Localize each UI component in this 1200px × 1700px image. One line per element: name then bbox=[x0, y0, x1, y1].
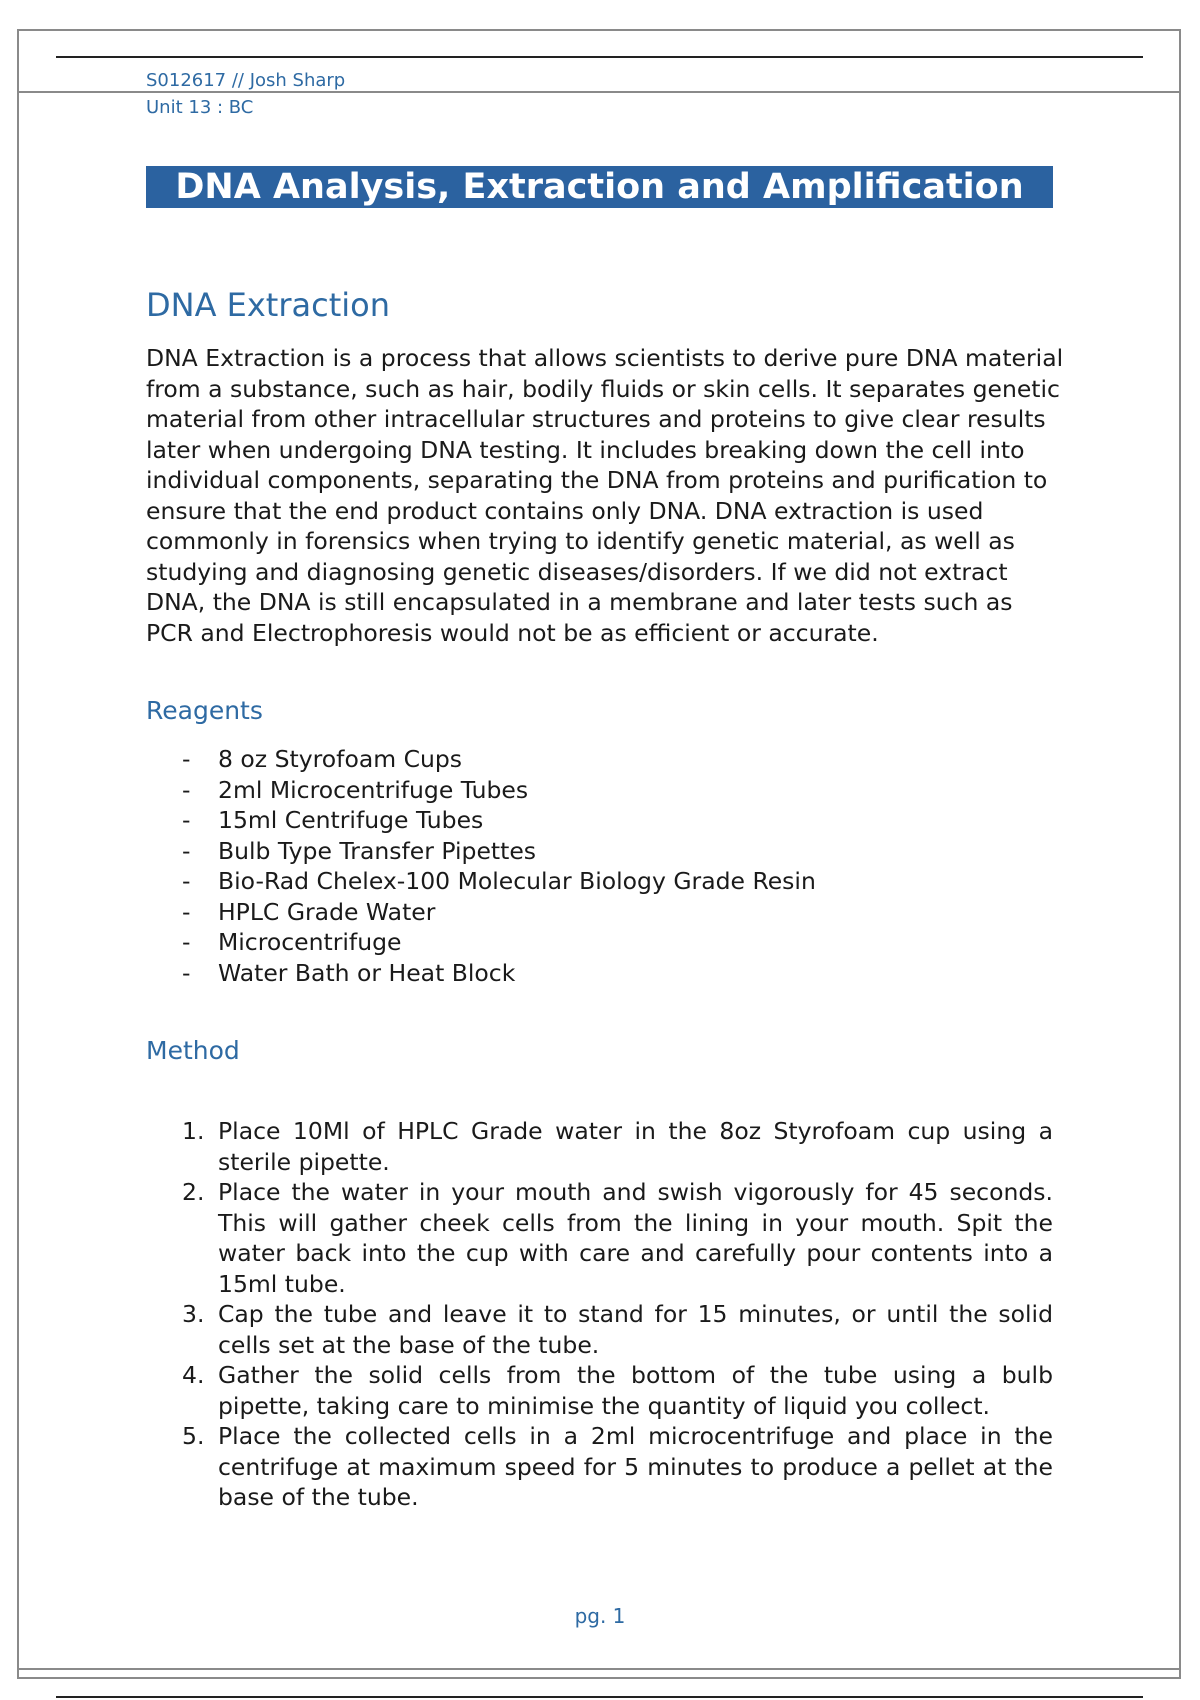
document-title: DNA Analysis, Extraction and Amplification bbox=[146, 166, 1053, 208]
bullet-dash: - bbox=[182, 958, 191, 987]
reagent-text: Water Bath or Heat Block bbox=[218, 958, 516, 987]
method-step bbox=[146, 1299, 1053, 1360]
bullet-dash: - bbox=[182, 806, 191, 834]
step-number: 3. bbox=[182, 1300, 205, 1328]
step-number: 1. bbox=[182, 1117, 205, 1145]
method-step bbox=[146, 1116, 1053, 1177]
step-text: Gather the solid cells from the bottom of the tube using a bulb pipette, taking care to minimise the quantity of liquid you collect. bbox=[218, 1361, 1053, 1420]
bullet-dash: - bbox=[182, 775, 191, 804]
page-number: pg. 1 bbox=[574, 1604, 626, 1628]
bullet-dash: - bbox=[182, 867, 191, 895]
list-item bbox=[146, 927, 946, 958]
method-list bbox=[146, 1116, 1053, 1513]
reagent-text: Bulb Type Transfer Pipettes bbox=[218, 836, 537, 865]
list-item bbox=[146, 897, 946, 928]
step-number: 2. bbox=[182, 1178, 205, 1206]
step-number: 4. bbox=[182, 1361, 205, 1389]
reagents-list bbox=[146, 744, 946, 988]
reagent-text: Bio-Rad Chelex-100 Molecular Biology Grade Resin bbox=[218, 867, 816, 895]
reagent-text: HPLC Grade Water bbox=[218, 897, 436, 926]
step-text: Place the collected cells in a 2ml microcentrifuge and place in the centrifuge at maximum speed for 5 minutes to produce a pellet at the base of the tube. bbox=[218, 1422, 1053, 1511]
list-item bbox=[146, 836, 946, 867]
reagent-text: 15ml Centrifuge Tubes bbox=[218, 806, 484, 834]
footer-rule-top bbox=[17, 1668, 1181, 1670]
list-item bbox=[146, 866, 946, 897]
method-step bbox=[146, 1177, 1053, 1299]
step-text: Cap the tube and leave it to stand for 15 minutes, or until the solid cells set at the base of the tube. bbox=[218, 1300, 1053, 1359]
bullet-dash: - bbox=[182, 745, 191, 773]
reagents-heading: Reagents bbox=[146, 696, 263, 725]
header-rule-bottom bbox=[17, 91, 1181, 93]
list-item bbox=[146, 958, 946, 989]
step-text: Place 10Ml of HPLC Grade water in the 8oz Styrofoam cup using a sterile pipette. bbox=[218, 1117, 1053, 1176]
list-item bbox=[146, 805, 946, 836]
bullet-dash: - bbox=[182, 928, 191, 956]
reagent-text: 8 oz Styrofoam Cups bbox=[218, 745, 463, 773]
list-item bbox=[146, 775, 946, 806]
intro-paragraph: DNA Extraction is a process that allows scientists to derive pure DNA material from a substance, such as hair, bodily fluids or skin cells. It separates genetic material from other intracellular structures and proteins to give clear results later when undergoing DNA testing. It includes breaking down the cell into individual components, separating the DNA from proteins and purification to ensure that the end product contains only DNA. DNA extraction is used commonly in forensics when trying to identify genetic material, as well as studying and diagnosing genetic diseases/disorders. If we did not extract DNA, the DNA is still encapsulated in a membrane and later tests such as PCR and Electrophoresis would not be as efficient or accurate. bbox=[146, 344, 1064, 647]
header-author: S012617 // Josh Sharp bbox=[146, 70, 346, 91]
section-heading: DNA Extraction bbox=[146, 286, 390, 324]
method-heading: Method bbox=[146, 1036, 240, 1065]
list-item bbox=[146, 744, 946, 775]
bullet-dash: - bbox=[182, 897, 191, 926]
method-step bbox=[146, 1360, 1053, 1421]
step-number: 5. bbox=[182, 1422, 205, 1450]
method-step bbox=[146, 1421, 1053, 1513]
bullet-dash: - bbox=[182, 836, 191, 865]
step-text: Place the water in your mouth and swish vigorously for 45 seconds. This will gather cheek cells from the lining in your mouth. Spit the water back into the cup with care and carefully pour contents into a 15ml tube. bbox=[218, 1178, 1053, 1298]
reagent-text: Microcentrifuge bbox=[218, 928, 402, 956]
header-rule-top bbox=[56, 56, 1143, 58]
footer-rule-bottom bbox=[56, 1696, 1143, 1698]
reagent-text: 2ml Microcentrifuge Tubes bbox=[218, 775, 529, 804]
header-unit: Unit 13 : BC bbox=[146, 97, 254, 118]
